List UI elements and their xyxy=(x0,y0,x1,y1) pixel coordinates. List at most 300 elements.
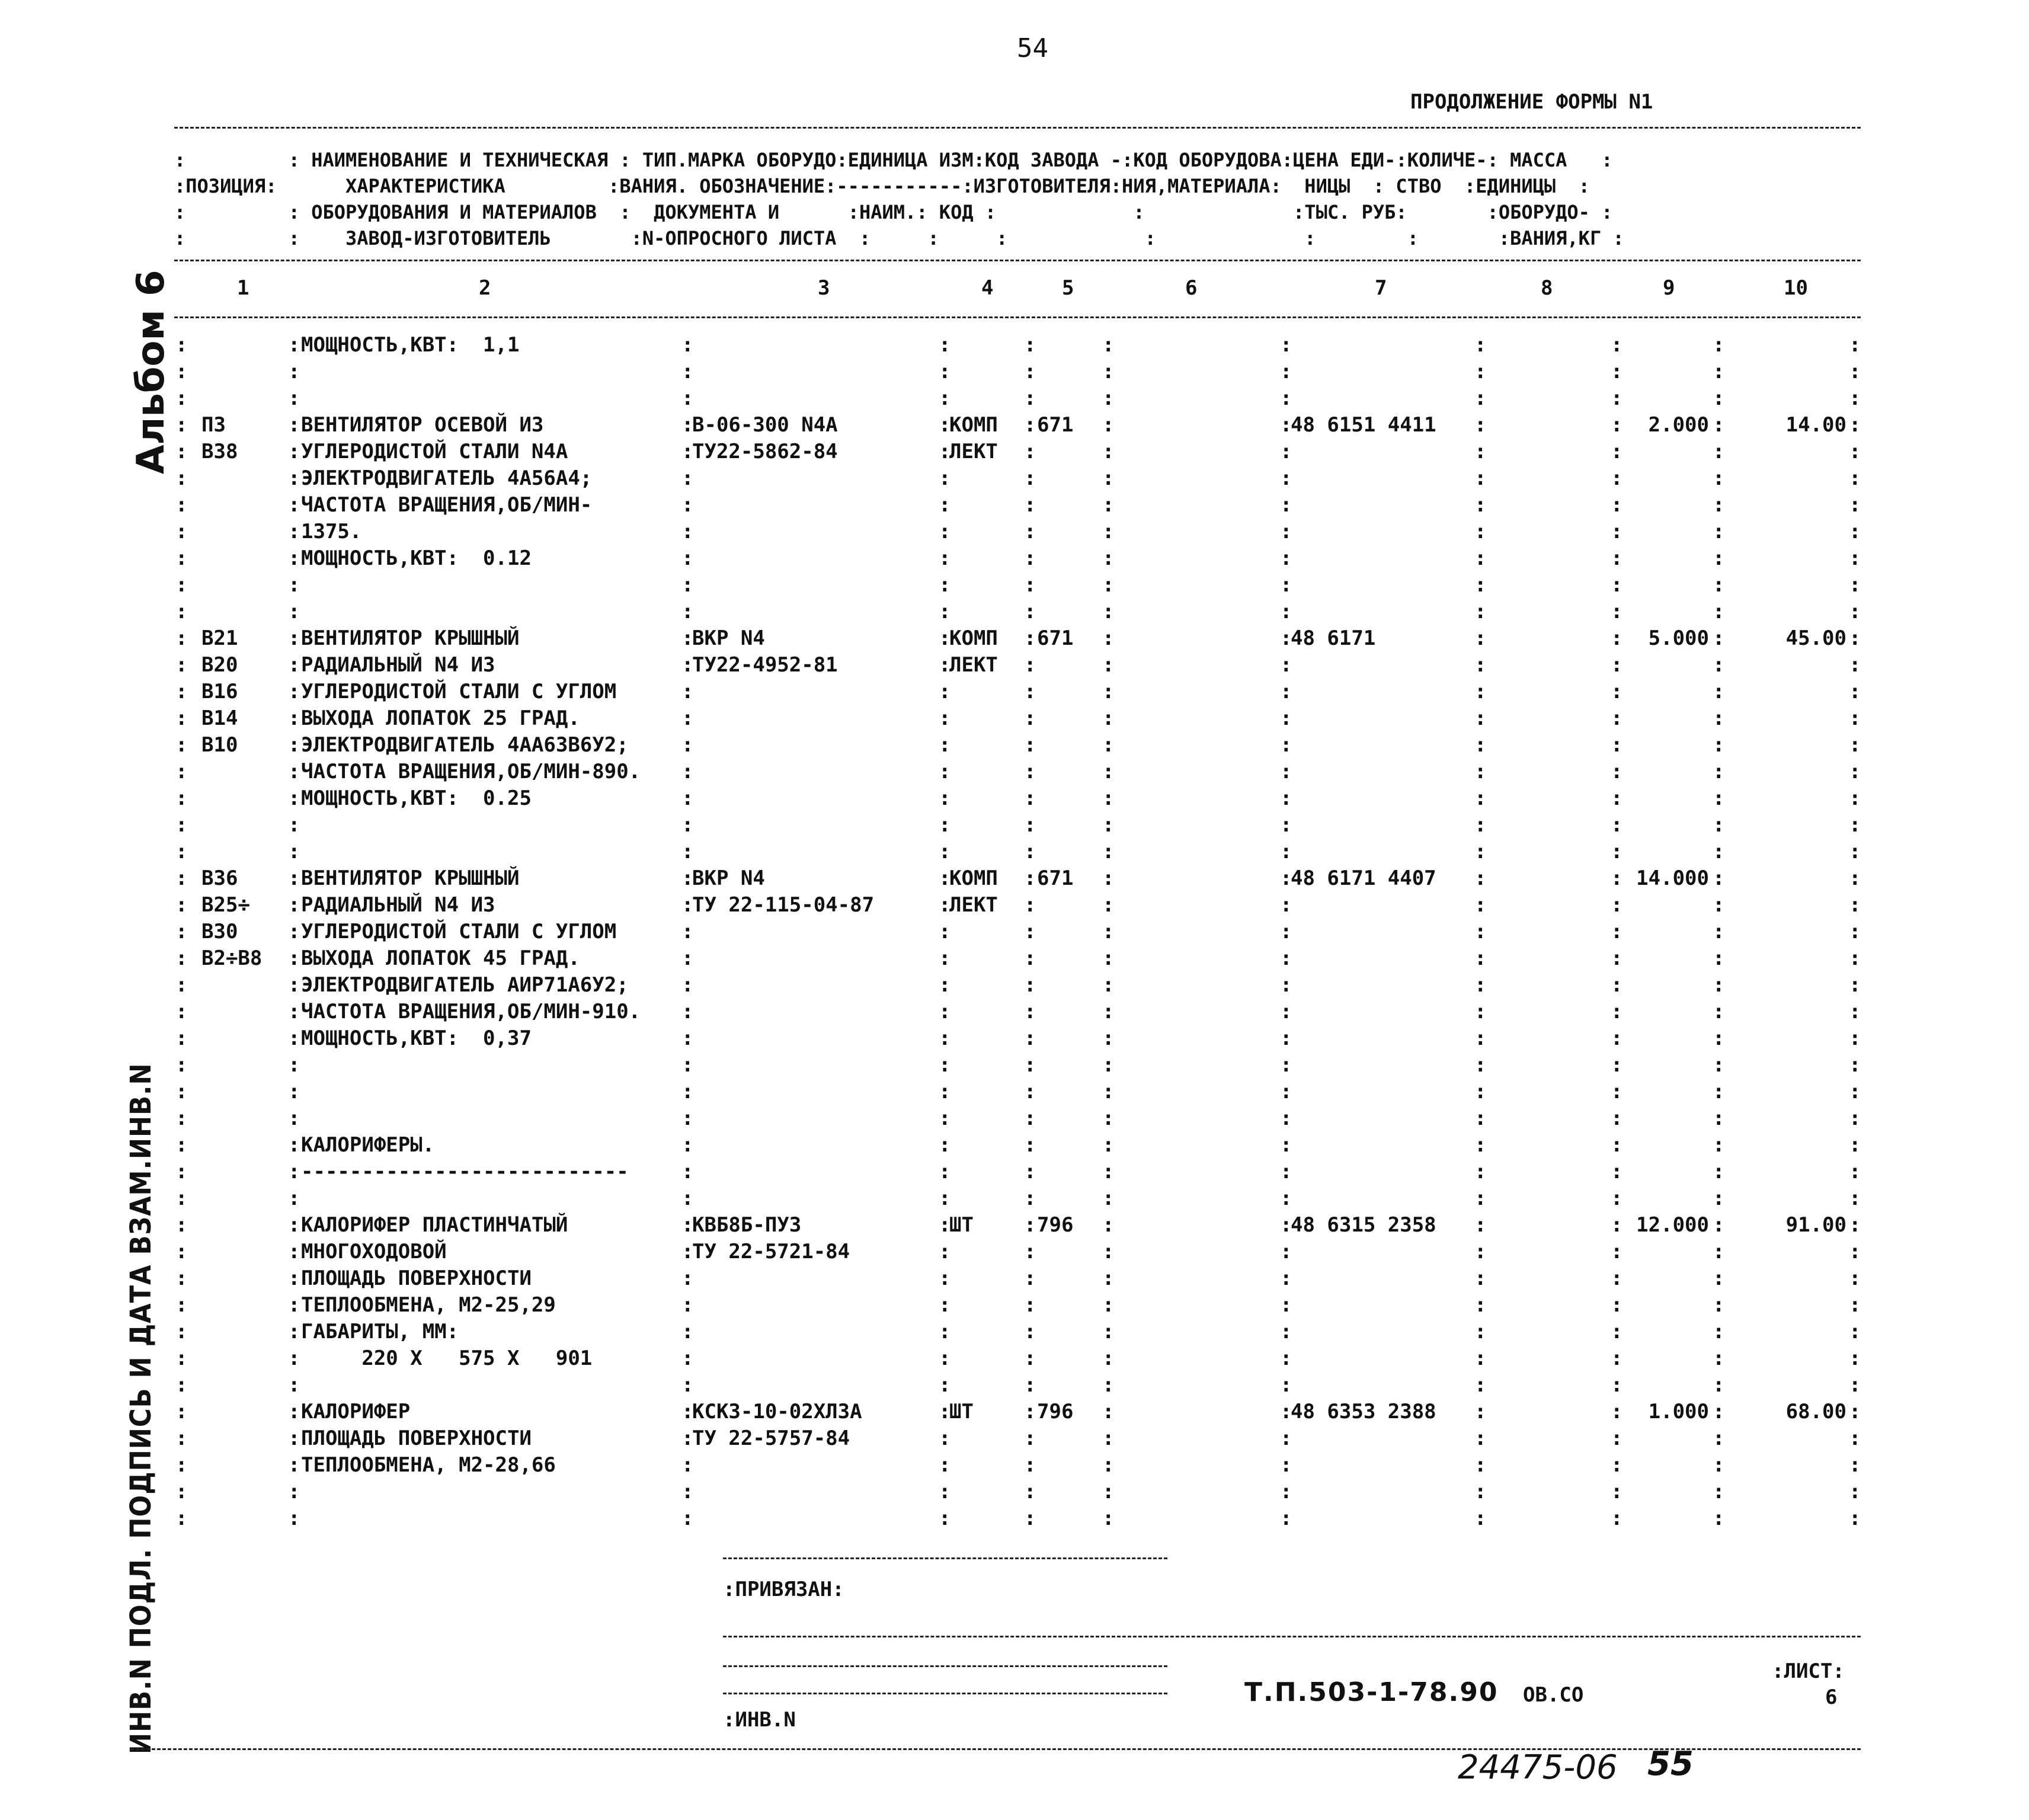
column-separator: : xyxy=(1102,840,1115,863)
column-separator: : xyxy=(1611,493,1623,517)
column-separator: : xyxy=(1102,893,1115,917)
column-separator: : xyxy=(939,840,951,863)
column-separator: : xyxy=(1849,1453,1861,1477)
column-separator: : xyxy=(1611,1053,1623,1077)
column-separator: : xyxy=(175,360,188,383)
column-separator: : xyxy=(681,413,694,437)
column-separator: : xyxy=(1611,1213,1623,1237)
stamp-rule-2 xyxy=(723,1636,1861,1637)
column-separator: : xyxy=(1102,440,1115,463)
column-separator: : xyxy=(1024,1373,1036,1397)
column-separator: : xyxy=(1102,1213,1115,1237)
column-separator: : xyxy=(288,493,300,517)
column-separator: : xyxy=(1102,1160,1115,1184)
column-separator: : xyxy=(681,546,694,570)
inventory-stamp: ИНВ.N ПОДЛ. ПОДПИСЬ И ДАТА ВЗАМ.ИНВ.N xyxy=(124,1063,158,1754)
column-separator: : xyxy=(1102,1106,1115,1130)
column-separator: : xyxy=(288,1266,300,1290)
column-separator: : xyxy=(1102,1453,1115,1477)
column-separator: : xyxy=(1280,813,1292,837)
column-separator: : xyxy=(1474,466,1487,490)
column-separator: : xyxy=(1849,1400,1861,1424)
column-separator: : xyxy=(1474,786,1487,810)
column-separator: : xyxy=(288,1133,300,1157)
column-separator: : xyxy=(939,333,951,357)
column-separator: : xyxy=(1849,680,1861,703)
column-separator: : xyxy=(288,1213,300,1237)
cell-c2: ЧАСТОТА ВРАЩЕНИЯ,ОБ/МИН-890. xyxy=(301,760,641,783)
column-separator: : xyxy=(939,1373,951,1397)
column-separator: : xyxy=(288,626,300,650)
column-number: 1 xyxy=(237,276,249,300)
column-separator: : xyxy=(681,1213,694,1237)
header-rule xyxy=(174,260,1861,261)
column-separator: : xyxy=(1102,733,1115,757)
column-separator: : xyxy=(1474,546,1487,570)
column-separator: : xyxy=(1611,466,1623,490)
cell-c2: МНОГОХОДОВОЙ xyxy=(301,1240,447,1264)
column-separator: : xyxy=(1024,1133,1036,1157)
cell-c1: В25÷ xyxy=(201,893,250,917)
column-separator: : xyxy=(175,1213,188,1237)
column-separator: : xyxy=(939,1133,951,1157)
column-separator: : xyxy=(681,760,694,783)
column-separator: : xyxy=(175,1400,188,1424)
column-separator: : xyxy=(1024,706,1036,730)
header-line: : : ОБОРУДОВАНИЯ И МАТЕРИАЛОВ : ДОКУМЕНТА И :НАИМ.: КОД : : :ТЫС. РУБ: :ОБОРУДО- : xyxy=(174,201,1613,223)
page-number: 54 xyxy=(1017,33,1048,63)
column-separator: : xyxy=(939,760,951,783)
cell-c4: ШТ xyxy=(949,1400,974,1424)
column-separator: : xyxy=(1474,1106,1487,1130)
column-separator: : xyxy=(939,546,951,570)
column-separator: : xyxy=(1713,600,1725,623)
cell-c2: ЧАСТОТА ВРАЩЕНИЯ,ОБ/МИН- xyxy=(301,493,593,517)
column-separator: : xyxy=(1713,1293,1725,1317)
column-separator: : xyxy=(1713,1346,1725,1370)
column-separator: : xyxy=(288,813,300,837)
cell-c5: 671 xyxy=(1037,413,1074,437)
column-separator: : xyxy=(1849,333,1861,357)
column-separator: : xyxy=(1280,573,1292,597)
column-separator: : xyxy=(288,840,300,863)
column-separator: : xyxy=(1474,1480,1487,1504)
column-separator: : xyxy=(1713,733,1725,757)
column-separator: : xyxy=(1024,1293,1036,1317)
cell-c2: КАЛОРИФЕР ПЛАСТИНЧАТЫЙ xyxy=(301,1213,568,1237)
column-separator: : xyxy=(1280,1213,1292,1237)
column-separator: : xyxy=(288,1000,300,1023)
column-separator: : xyxy=(939,493,951,517)
column-separator: : xyxy=(175,813,188,837)
column-separator: : xyxy=(175,733,188,757)
column-separator: : xyxy=(1102,866,1115,890)
column-separator: : xyxy=(1611,1480,1623,1504)
column-separator: : xyxy=(1280,1080,1292,1103)
cell-c2: УГЛЕРОДИСТОЙ СТАЛИ N4А xyxy=(301,440,568,463)
column-separator: : xyxy=(1611,413,1623,437)
column-separator: : xyxy=(1713,920,1725,943)
column-separator: : xyxy=(288,920,300,943)
column-separator: : xyxy=(681,573,694,597)
cell-c3: ТУ22-4952-81 xyxy=(692,653,838,677)
column-separator: : xyxy=(175,973,188,997)
column-separator: : xyxy=(1849,1426,1861,1450)
column-separator: : xyxy=(939,440,951,463)
column-separator: : xyxy=(1024,813,1036,837)
column-separator: : xyxy=(1474,733,1487,757)
column-separator: : xyxy=(1611,1266,1623,1290)
column-separator: : xyxy=(288,680,300,703)
column-separator: : xyxy=(175,866,188,890)
column-separator: : xyxy=(1280,1506,1292,1530)
column-separator: : xyxy=(1102,546,1115,570)
column-separator: : xyxy=(1611,786,1623,810)
column-separator: : xyxy=(1024,893,1036,917)
cell-c2: ТЕПЛООБМЕНА, М2-25,29 xyxy=(301,1293,556,1317)
column-separator: : xyxy=(681,626,694,650)
column-separator: : xyxy=(1280,413,1292,437)
column-separator: : xyxy=(1849,1053,1861,1077)
column-separator: : xyxy=(1713,1240,1725,1264)
column-separator: : xyxy=(288,1453,300,1477)
column-separator: : xyxy=(939,1453,951,1477)
column-separator: : xyxy=(1849,360,1861,383)
column-separator: : xyxy=(1849,1480,1861,1504)
column-separator: : xyxy=(1474,653,1487,677)
column-separator: : xyxy=(175,1320,188,1344)
column-separator: : xyxy=(1713,893,1725,917)
column-separator: : xyxy=(1024,1426,1036,1450)
column-separator: : xyxy=(1474,1026,1487,1050)
column-separator: : xyxy=(1611,1106,1623,1130)
column-separator: : xyxy=(939,653,951,677)
column-separator: : xyxy=(1280,440,1292,463)
cell-c3: ВКР N4 xyxy=(692,626,765,650)
cell-c1: В2÷В8 xyxy=(201,946,263,970)
cell-c4: ЛЕКТ xyxy=(949,893,998,917)
cell-c3: ТУ 22-115-04-87 xyxy=(692,893,875,917)
column-separator: : xyxy=(1474,1293,1487,1317)
column-separator: : xyxy=(288,440,300,463)
column-separator: : xyxy=(681,360,694,383)
cell-c2: УГЛЕРОДИСТОЙ СТАЛИ С УГЛОМ xyxy=(301,920,617,943)
column-separator: : xyxy=(1611,386,1623,410)
column-separator: : xyxy=(681,1080,694,1103)
column-separator: : xyxy=(175,1026,188,1050)
column-separator: : xyxy=(1713,520,1725,543)
column-separator: : xyxy=(1474,973,1487,997)
cell-c9: 12.000 xyxy=(1636,1213,1709,1237)
cell-c2: ЭЛЕКТРОДВИГАТЕЛЬ 4А56А4; xyxy=(301,466,593,490)
cell-c9: 5.000 xyxy=(1648,626,1709,650)
column-separator: : xyxy=(681,520,694,543)
column-separator: : xyxy=(1849,1160,1861,1184)
column-separator: : xyxy=(1474,573,1487,597)
column-separator: : xyxy=(288,1400,300,1424)
column-separator: : xyxy=(288,1106,300,1130)
column-separator: : xyxy=(1102,786,1115,810)
column-separator: : xyxy=(1474,893,1487,917)
cell-c2: ВЕНТИЛЯТОР ОСЕВОЙ ИЗ xyxy=(301,413,544,437)
column-separator: : xyxy=(1849,600,1861,623)
handwritten-page: 55 xyxy=(1647,1745,1694,1783)
column-separator: : xyxy=(939,1106,951,1130)
column-separator: : xyxy=(1024,573,1036,597)
column-separator: : xyxy=(288,333,300,357)
column-separator: : xyxy=(1280,680,1292,703)
column-separator: : xyxy=(1713,1080,1725,1103)
document-code: Т.П.503-1-78.90 xyxy=(1244,1677,1499,1707)
column-separator: : xyxy=(681,600,694,623)
column-separator: : xyxy=(1611,653,1623,677)
column-separator: : xyxy=(1611,1240,1623,1264)
column-separator: : xyxy=(1280,653,1292,677)
column-separator: : xyxy=(1611,600,1623,623)
cell-c2: УГЛЕРОДИСТОЙ СТАЛИ С УГЛОМ xyxy=(301,680,617,703)
column-separator: : xyxy=(1713,440,1725,463)
column-separator: : xyxy=(1713,1000,1725,1023)
column-separator: : xyxy=(288,1480,300,1504)
column-separator: : xyxy=(1102,1293,1115,1317)
column-separator: : xyxy=(939,786,951,810)
column-separator: : xyxy=(1611,1160,1623,1184)
cell-c2: ГАБАРИТЫ, ММ: xyxy=(301,1320,459,1344)
column-separator: : xyxy=(1102,653,1115,677)
column-separator: : xyxy=(939,1213,951,1237)
column-separator: : xyxy=(175,1346,188,1370)
column-separator: : xyxy=(1849,813,1861,837)
column-separator: : xyxy=(681,920,694,943)
column-separator: : xyxy=(1102,1320,1115,1344)
column-separator: : xyxy=(1849,1373,1861,1397)
column-separator: : xyxy=(288,1080,300,1103)
column-separator: : xyxy=(288,466,300,490)
column-separator: : xyxy=(1713,546,1725,570)
column-separator: : xyxy=(939,626,951,650)
column-separator: : xyxy=(1474,493,1487,517)
cell-c7: 48 6171 4407 xyxy=(1291,866,1436,890)
column-separator: : xyxy=(1102,680,1115,703)
column-separator: : xyxy=(1713,1026,1725,1050)
column-separator: : xyxy=(681,973,694,997)
column-separator: : xyxy=(939,866,951,890)
colnum-rule xyxy=(174,316,1861,318)
album-label: Альбом 6 xyxy=(129,270,173,474)
cell-c3: ТУ22-5862-84 xyxy=(692,440,838,463)
column-separator: : xyxy=(939,1053,951,1077)
column-separator: : xyxy=(1713,1480,1725,1504)
column-separator: : xyxy=(1102,1080,1115,1103)
column-separator: : xyxy=(1849,1320,1861,1344)
column-separator: : xyxy=(1713,1106,1725,1130)
cell-c2: МОЩНОСТЬ,КВТ: 0,37 xyxy=(301,1026,532,1050)
column-separator: : xyxy=(175,1293,188,1317)
column-separator: : xyxy=(1102,360,1115,383)
column-separator: : xyxy=(1024,920,1036,943)
column-separator: : xyxy=(681,386,694,410)
column-separator: : xyxy=(1280,973,1292,997)
column-separator: : xyxy=(1611,1000,1623,1023)
column-separator: : xyxy=(939,520,951,543)
column-separator: : xyxy=(288,946,300,970)
cell-c2: МОЩНОСТЬ,КВТ: 1,1 xyxy=(301,333,520,357)
cell-c7: 48 6171 xyxy=(1291,626,1376,650)
column-separator: : xyxy=(681,1320,694,1344)
column-separator: : xyxy=(1024,1453,1036,1477)
column-number: 3 xyxy=(818,276,830,300)
cell-c3: В-06-300 N4А xyxy=(692,413,838,437)
column-separator: : xyxy=(681,1400,694,1424)
column-separator: : xyxy=(939,1080,951,1103)
cell-c9: 2.000 xyxy=(1648,413,1709,437)
column-separator: : xyxy=(681,333,694,357)
column-separator: : xyxy=(288,706,300,730)
column-separator: : xyxy=(1611,1293,1623,1317)
column-separator: : xyxy=(939,1026,951,1050)
column-separator: : xyxy=(175,946,188,970)
column-separator: : xyxy=(1611,1080,1623,1103)
column-separator: : xyxy=(1611,573,1623,597)
column-separator: : xyxy=(1474,1373,1487,1397)
column-separator: : xyxy=(1611,440,1623,463)
column-separator: : xyxy=(1102,520,1115,543)
column-separator: : xyxy=(939,1346,951,1370)
column-separator: : xyxy=(1713,1426,1725,1450)
column-separator: : xyxy=(1849,573,1861,597)
cell-c10: 45.00 xyxy=(1785,626,1846,650)
column-separator: : xyxy=(1474,1000,1487,1023)
cell-c2: ЭЛЕКТРОДВИГАТЕЛЬ АИР71А6У2; xyxy=(301,973,629,997)
column-separator: : xyxy=(939,1000,951,1023)
column-separator: : xyxy=(1474,1400,1487,1424)
column-separator: : xyxy=(175,706,188,730)
column-separator: : xyxy=(681,493,694,517)
column-separator: : xyxy=(1713,386,1725,410)
column-separator: : xyxy=(288,1186,300,1210)
column-number: 4 xyxy=(981,276,994,300)
column-separator: : xyxy=(1024,1026,1036,1050)
column-separator: : xyxy=(1474,386,1487,410)
column-separator: : xyxy=(1280,1160,1292,1184)
column-number: 7 xyxy=(1375,276,1387,300)
column-separator: : xyxy=(1102,1346,1115,1370)
column-separator: : xyxy=(1102,1053,1115,1077)
cell-c2: 1375. xyxy=(301,520,362,543)
column-separator: : xyxy=(1713,1053,1725,1077)
column-separator: : xyxy=(1849,493,1861,517)
column-separator: : xyxy=(1024,1213,1036,1237)
column-separator: : xyxy=(1849,706,1861,730)
column-separator: : xyxy=(1280,1400,1292,1424)
column-separator: : xyxy=(1611,920,1623,943)
column-separator: : xyxy=(1849,866,1861,890)
column-separator: : xyxy=(1024,1266,1036,1290)
column-separator: : xyxy=(288,1240,300,1264)
cell-c4: ЛЕКТ xyxy=(949,653,998,677)
column-separator: : xyxy=(1280,920,1292,943)
column-separator: : xyxy=(939,360,951,383)
column-separator: : xyxy=(1713,493,1725,517)
cell-c2: ТЕПЛООБМЕНА, М2-28,66 xyxy=(301,1453,556,1477)
cell-c2: --------------------------- xyxy=(301,1160,629,1184)
column-separator: : xyxy=(1024,1080,1036,1103)
column-separator: : xyxy=(1611,706,1623,730)
table-top-rule xyxy=(174,127,1861,129)
column-separator: : xyxy=(175,413,188,437)
column-separator: : xyxy=(1849,1106,1861,1130)
cell-c2: РАДИАЛЬНЫЙ N4 ИЗ xyxy=(301,653,495,677)
column-separator: : xyxy=(1611,893,1623,917)
column-separator: : xyxy=(1611,1453,1623,1477)
column-separator: : xyxy=(288,546,300,570)
column-separator: : xyxy=(175,1426,188,1450)
column-separator: : xyxy=(288,733,300,757)
column-separator: : xyxy=(1280,733,1292,757)
column-separator: : xyxy=(1280,626,1292,650)
column-separator: : xyxy=(1849,760,1861,783)
column-separator: : xyxy=(1474,1453,1487,1477)
column-separator: : xyxy=(1713,1453,1725,1477)
column-separator: : xyxy=(1849,653,1861,677)
column-separator: : xyxy=(1102,1426,1115,1450)
column-separator: : xyxy=(1611,973,1623,997)
cell-c1: В30 xyxy=(201,920,238,943)
column-separator: : xyxy=(1713,1506,1725,1530)
column-separator: : xyxy=(1713,1373,1725,1397)
stamp-rule-3 xyxy=(723,1665,1167,1667)
column-separator: : xyxy=(1024,466,1036,490)
cell-c3: ТУ 22-5721-84 xyxy=(692,1240,850,1264)
column-separator: : xyxy=(1849,440,1861,463)
column-separator: : xyxy=(1102,573,1115,597)
column-separator: : xyxy=(1611,733,1623,757)
column-separator: : xyxy=(1102,1000,1115,1023)
column-separator: : xyxy=(1849,1186,1861,1210)
column-separator: : xyxy=(175,1266,188,1290)
column-separator: : xyxy=(939,733,951,757)
column-separator: : xyxy=(1280,1026,1292,1050)
column-separator: : xyxy=(288,1373,300,1397)
column-separator: : xyxy=(1280,1106,1292,1130)
sheet-label: :ЛИСТ: xyxy=(1772,1659,1845,1683)
column-separator: : xyxy=(939,1426,951,1450)
column-separator: : xyxy=(939,1240,951,1264)
column-separator: : xyxy=(175,1453,188,1477)
column-separator: : xyxy=(681,1133,694,1157)
cell-c10: 14.00 xyxy=(1785,413,1846,437)
column-separator: : xyxy=(1102,1266,1115,1290)
column-separator: : xyxy=(681,1240,694,1264)
column-separator: : xyxy=(1713,706,1725,730)
cell-c2: ЭЛЕКТРОДВИГАТЕЛЬ 4АА63В6У2; xyxy=(301,733,629,757)
column-separator: : xyxy=(1102,760,1115,783)
column-separator: : xyxy=(681,1106,694,1130)
cell-c2: ВЫХОДА ЛОПАТОК 45 ГРАД. xyxy=(301,946,580,970)
column-separator: : xyxy=(175,600,188,623)
column-separator: : xyxy=(939,920,951,943)
column-separator: : xyxy=(1280,493,1292,517)
column-separator: : xyxy=(1611,760,1623,783)
column-separator: : xyxy=(1474,920,1487,943)
column-separator: : xyxy=(1849,386,1861,410)
column-separator: : xyxy=(288,1346,300,1370)
column-separator: : xyxy=(939,706,951,730)
column-separator: : xyxy=(1713,1266,1725,1290)
column-separator: : xyxy=(1713,786,1725,810)
cell-c7: 48 6315 2358 xyxy=(1291,1213,1436,1237)
column-separator: : xyxy=(1849,946,1861,970)
